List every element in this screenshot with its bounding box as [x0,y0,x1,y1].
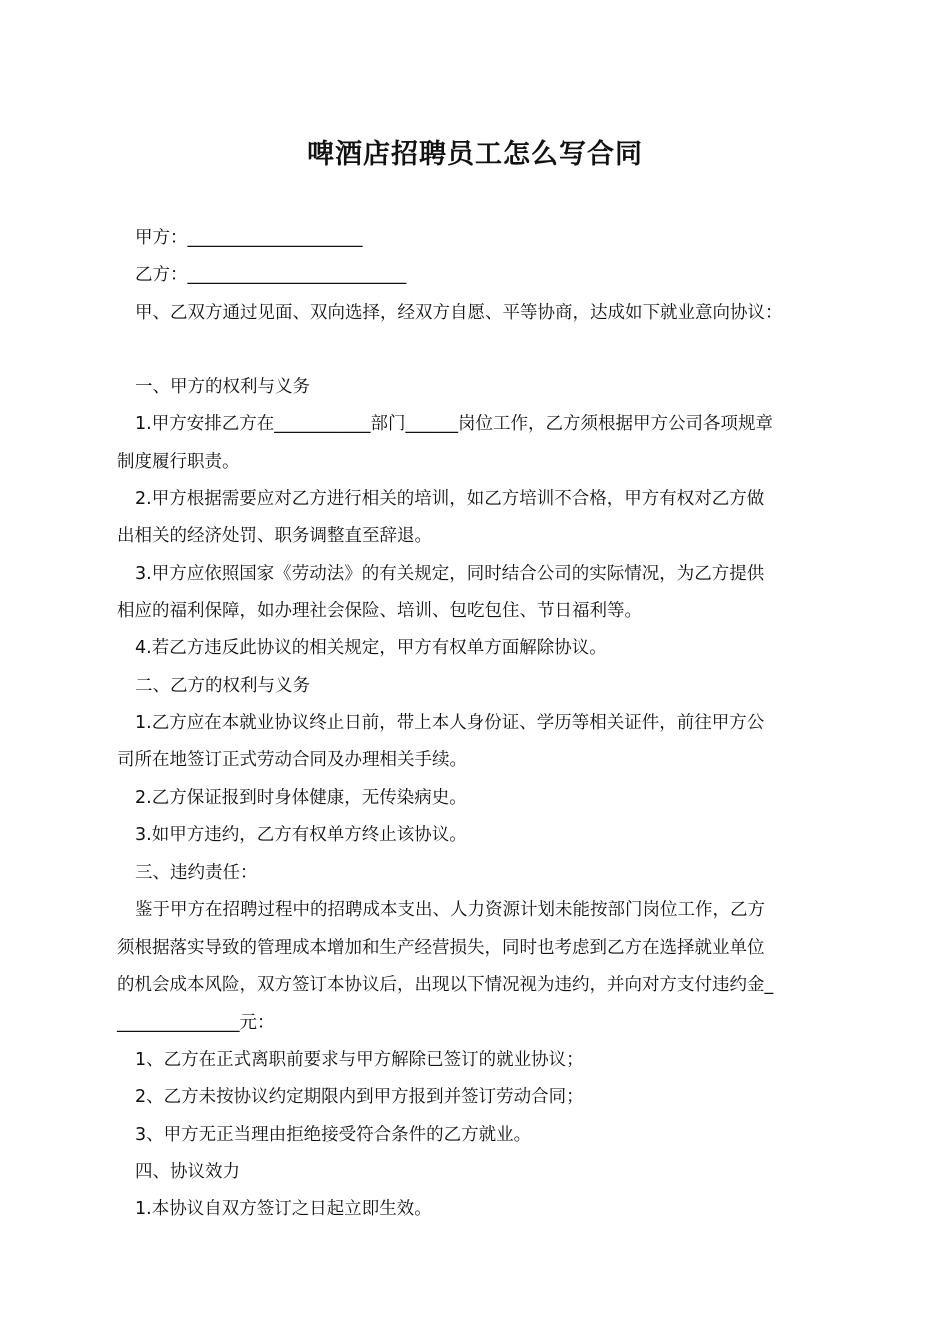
party-a-line: 甲方：____________________ [135,228,363,248]
document-title: 啤酒店招聘员工怎么写合同 [307,139,643,170]
breach-item-3: 3、甲方无正当理由拒绝接受符合条件的乙方就业。 [135,1125,532,1145]
section-2-heading: 二、乙方的权利与义务 [135,676,310,696]
clause-2-2: 2.乙方保证报到时身体健康，无传染病史。 [135,788,467,808]
breach-paragraph-line-2: 须根据落实导致的管理成本增加和生产经营损失，同时也考虑到乙方在选择就业单位 [117,938,765,958]
section-3-heading: 三、违约责任： [135,863,258,883]
clause-1-3-cont: 相应的福利保障，如办理社会保险、培训、包吃包住、节日福利等。 [117,601,642,621]
clause-2-1-cont: 司所在地签订正式劳动合同及办理相关手续。 [117,750,467,770]
breach-paragraph-line-4: ______________元： [117,1013,275,1033]
clause-1-2-cont: 出相关的经济处罚、职务调整直至辞退。 [117,526,432,546]
clause-2-1: 1.乙方应在本就业协议终止日前，带上本人身份证、学历等相关证件，前往甲方公 [135,713,765,733]
clause-4-1: 1.本协议自双方签订之日起立即生效。 [135,1199,432,1219]
breach-item-1: 1、乙方在正式离职前要求与甲方解除已签订的就业协议； [135,1050,584,1070]
intro-paragraph: 甲、乙双方通过见面、双向选择，经双方自愿、平等协商，达成如下就业意向协议： [135,303,783,323]
clause-2-3: 3.如甲方违约，乙方有权单方终止该协议。 [135,825,467,845]
clause-1-1-cont: 制度履行职责。 [117,452,240,472]
clause-1-4: 4.若乙方违反此协议的相关规定，甲方有权单方面解除协议。 [135,638,607,658]
breach-paragraph-line-3: 的机会成本风险，双方签订本协议后，出现以下情况视为违约，并向对方支付违约金_ [117,975,774,995]
breach-paragraph-line-1: 鉴于甲方在招聘过程中的招聘成本支出、人力资源计划未能按部门岗位工作，乙方 [135,900,765,920]
clause-1-2: 2.甲方根据需要应对乙方进行相关的培训，如乙方培训不合格，甲方有权对乙方做 [135,489,765,509]
party-b-line: 乙方：_________________________ [135,265,407,285]
section-4-heading: 四、协议效力 [135,1162,240,1182]
breach-item-2: 2、乙方未按协议约定期限内到甲方报到并签订劳动合同； [135,1087,584,1107]
section-1-heading: 一、甲方的权利与义务 [135,377,310,397]
clause-1-1: 1.甲方安排乙方在___________部门______岗位工作，乙方须根据甲方公司各项规章 [135,414,773,434]
clause-1-3: 3.甲方应依照国家《劳动法》的有关规定，同时结合公司的实际情况，为乙方提供 [135,564,765,584]
